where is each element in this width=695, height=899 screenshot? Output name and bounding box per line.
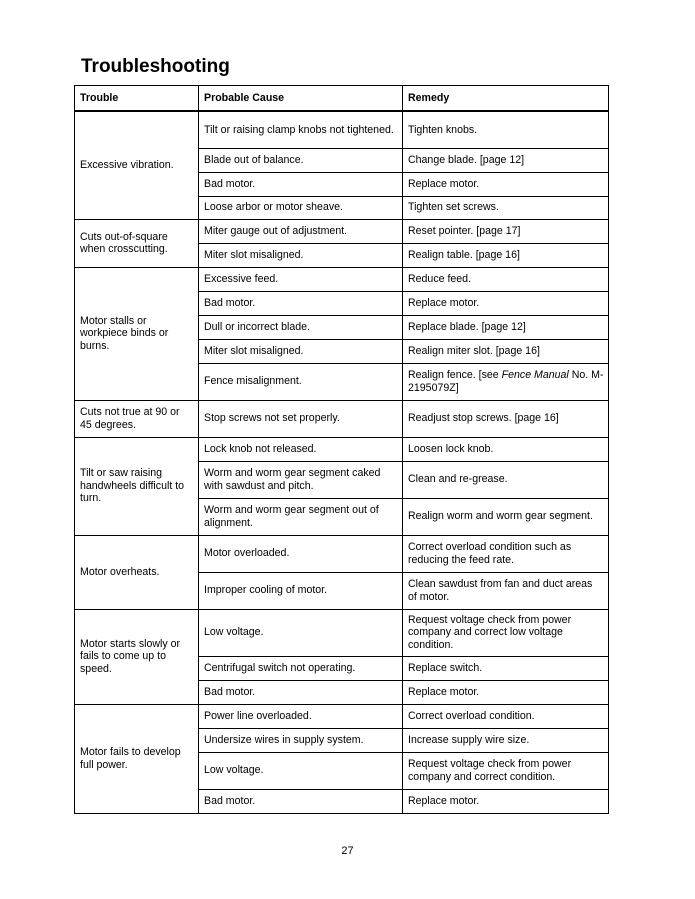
remedy-cell: Clean sawdust from fan and duct areas of motor. <box>403 572 609 609</box>
cause-cell: Bad motor. <box>199 789 403 813</box>
cause-cell: Excessive feed. <box>199 267 403 291</box>
cause-cell: Low voltage. <box>199 752 403 789</box>
remedy-cell: Clean and re-grease. <box>403 461 609 498</box>
trouble-cell: Excessive vibration. <box>75 111 199 219</box>
trouble-cell: Motor stalls or workpiece binds or burns. <box>75 267 199 400</box>
remedy-cell: Replace blade. [page 12] <box>403 315 609 339</box>
table-row <box>75 111 609 148</box>
remedy-cell: Replace motor. <box>403 291 609 315</box>
remedy-cell: Realign worm and worm gear segment. <box>403 498 609 535</box>
remedy-cell: Replace motor. <box>403 789 609 813</box>
trouble-cell: Tilt or saw raising handwheels difficult to turn. <box>75 437 199 535</box>
trouble-cell: Cuts not true at 90 or 45 degrees. <box>75 400 199 437</box>
remedy-text: No. M-2195079Z] <box>408 369 604 394</box>
remedy-cell: Replace motor. <box>403 680 609 704</box>
remedy-cell: Reset pointer. [page 17] <box>403 219 609 243</box>
remedy-cell: Loosen lock knob. <box>403 437 609 461</box>
cause-cell: Motor overloaded. <box>199 535 403 572</box>
table-row <box>75 437 609 461</box>
remedy-cell: Replace switch. <box>403 656 609 680</box>
trouble-cell: Cuts out-of-square when crosscutting. <box>75 219 199 267</box>
remedy-cell: Realign table. [page 16] <box>403 243 609 267</box>
table-row <box>75 219 609 243</box>
cause-cell: Lock knob not released. <box>199 437 403 461</box>
remedy-cell: Request voltage check from power company and correct low voltage condition. <box>403 609 609 656</box>
remedy-cell: Realign miter slot. [page 16] <box>403 339 609 363</box>
cause-cell: Worm and worm gear segment caked with sawdust and pitch. <box>199 461 403 498</box>
remedy-text: Realign fence. [see <box>408 369 502 381</box>
remedy-cell: Replace motor. <box>403 172 609 196</box>
remedy-cell: Tighten set screws. <box>403 196 609 219</box>
cause-cell: Fence misalignment. <box>199 363 403 400</box>
trouble-cell: Motor fails to develop full power. <box>75 704 199 813</box>
remedy-cell: Increase supply wire size. <box>403 728 609 752</box>
remedy-cell: Reduce feed. <box>403 267 609 291</box>
header-remedy: Remedy <box>403 86 609 112</box>
cause-cell: Loose arbor or motor sheave. <box>199 196 403 219</box>
cause-cell: Worm and worm gear segment out of alignment. <box>199 498 403 535</box>
table-row <box>75 704 609 728</box>
cause-cell: Improper cooling of motor. <box>199 572 403 609</box>
header-probable-cause: Probable Cause <box>199 86 403 112</box>
table-row <box>75 267 609 291</box>
page-number: 27 <box>341 845 354 857</box>
cause-cell: Undersize wires in supply system. <box>199 728 403 752</box>
cause-cell: Miter gauge out of adjustment. <box>199 219 403 243</box>
cause-cell: Low voltage. <box>199 609 403 656</box>
cause-cell: Stop screws not set properly. <box>199 400 403 437</box>
remedy-cell: Readjust stop screws. [page 16] <box>403 400 609 437</box>
fence-manual-title: Fence Manual <box>501 369 569 381</box>
trouble-cell: Motor overheats. <box>75 535 199 609</box>
cause-cell: Blade out of balance. <box>199 148 403 172</box>
cause-cell: Tilt or raising clamp knobs not tightened. <box>199 111 403 148</box>
trouble-cell: Motor starts slowly or fails to come up to speed. <box>75 609 199 704</box>
table-row <box>75 535 609 572</box>
table-row <box>75 609 609 656</box>
cause-cell: Centrifugal switch not operating. <box>199 656 403 680</box>
remedy-cell: Correct overload condition. <box>403 704 609 728</box>
header-trouble: Trouble <box>75 86 199 112</box>
page-title: Troubleshooting <box>81 56 230 77</box>
header-row <box>75 86 609 112</box>
remedy-cell: Tighten knobs. <box>403 111 609 148</box>
remedy-cell: Request voltage check from power company and correct condition. <box>403 752 609 789</box>
remedy-cell <box>403 363 609 400</box>
troubleshooting-table <box>74 85 609 814</box>
table-row <box>75 400 609 437</box>
cause-cell: Dull or incorrect blade. <box>199 315 403 339</box>
cause-cell: Miter slot misaligned. <box>199 243 403 267</box>
cause-cell: Bad motor. <box>199 172 403 196</box>
cause-cell: Bad motor. <box>199 680 403 704</box>
remedy-cell: Change blade. [page 12] <box>403 148 609 172</box>
cause-cell: Power line overloaded. <box>199 704 403 728</box>
cause-cell: Bad motor. <box>199 291 403 315</box>
remedy-cell: Correct overload condition such as reducing the feed rate. <box>403 535 609 572</box>
cause-cell: Miter slot misaligned. <box>199 339 403 363</box>
